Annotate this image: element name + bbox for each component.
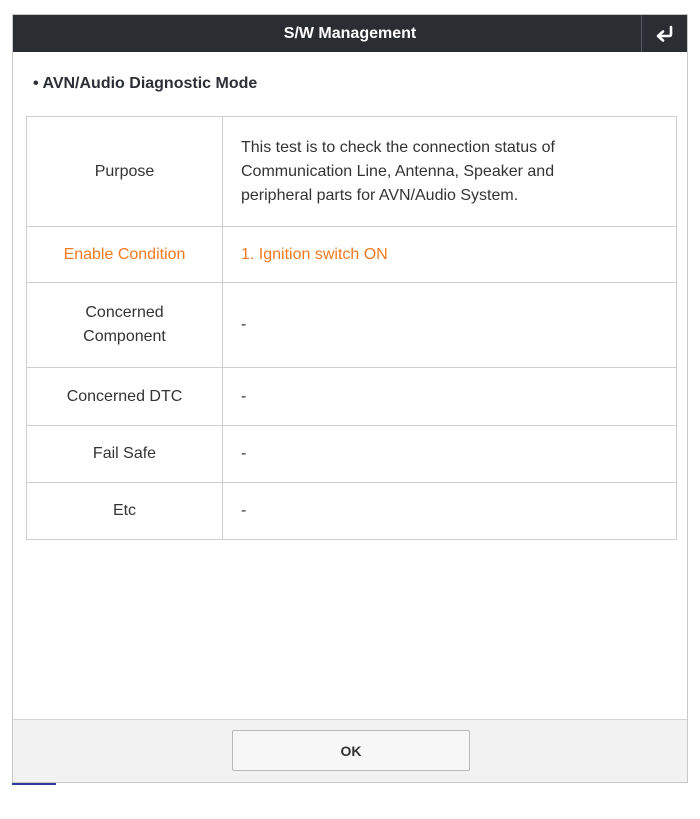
row-value-line: - xyxy=(241,387,247,405)
row-value xyxy=(223,283,677,368)
table-row-enable-condition xyxy=(27,227,677,283)
row-value-line: - xyxy=(241,316,247,333)
row-value-line: This test is to check the connection status of xyxy=(241,138,555,156)
row-label xyxy=(27,227,223,283)
row-label-text: Enable Condition xyxy=(63,245,186,263)
section-title: • AVN/Audio Diagnostic Mode xyxy=(33,75,258,92)
table-row-purpose xyxy=(27,117,677,227)
row-value-line: Communication Line, Antenna, Speaker and xyxy=(241,162,555,180)
title-bar xyxy=(13,15,687,52)
table-row-concerned-dtc xyxy=(27,368,677,426)
row-label xyxy=(27,368,223,426)
dialog-title: S/W Management xyxy=(283,25,417,42)
row-value-line: 1. Ignition switch ON xyxy=(241,245,388,263)
back-button[interactable] xyxy=(641,15,687,52)
table-row-etc xyxy=(27,483,677,540)
sw-management-dialog xyxy=(12,14,688,783)
row-label xyxy=(27,117,223,227)
row-label xyxy=(27,426,223,483)
row-value-line: - xyxy=(241,502,247,519)
table-row-concerned-component xyxy=(27,283,677,368)
row-label-text: Concerned xyxy=(85,304,164,321)
row-label-text: Component xyxy=(83,328,166,345)
row-value-line: - xyxy=(241,445,247,462)
row-label-text: Concerned DTC xyxy=(66,387,183,405)
diagnostic-info-table xyxy=(26,116,677,540)
row-value xyxy=(223,227,677,283)
ok-button[interactable]: OK xyxy=(232,730,470,771)
table-row-fail-safe xyxy=(27,426,677,483)
row-value xyxy=(223,117,677,227)
row-label xyxy=(27,483,223,540)
row-value xyxy=(223,426,677,483)
row-label-text: Fail Safe xyxy=(92,445,157,462)
return-arrow-icon xyxy=(654,25,676,43)
row-value xyxy=(223,368,677,426)
window-edge-marker xyxy=(12,783,56,785)
row-value-line: peripheral parts for AVN/Audio System. xyxy=(241,186,519,204)
row-label-text: Etc xyxy=(112,502,137,519)
row-value xyxy=(223,483,677,540)
dialog-footer xyxy=(13,719,687,782)
row-label-text: Purpose xyxy=(94,162,155,180)
row-label xyxy=(27,283,223,368)
